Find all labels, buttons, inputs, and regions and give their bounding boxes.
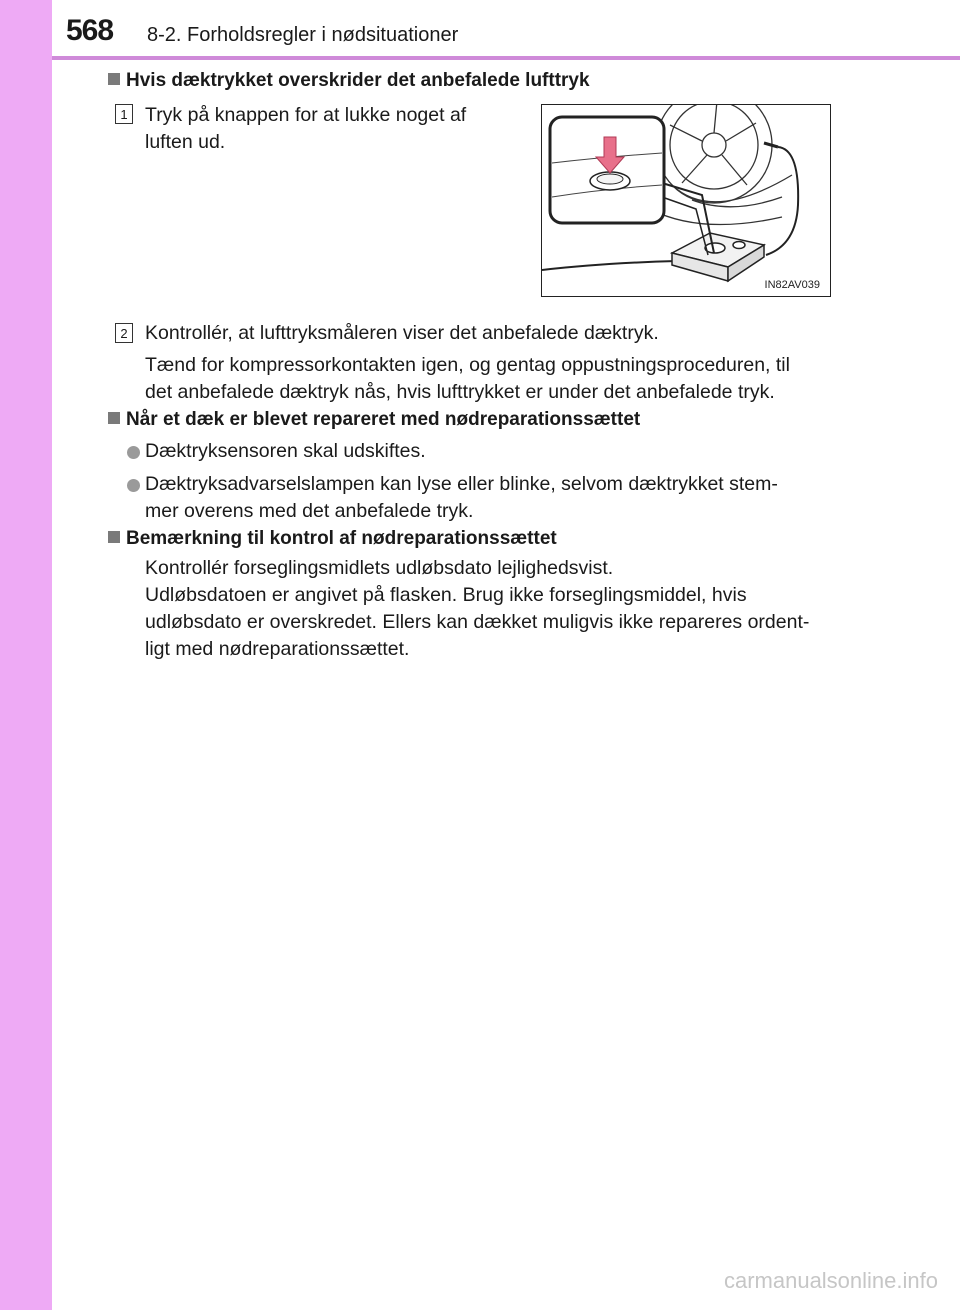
round-bullet-icon [127, 446, 140, 459]
section-heading-repaired: Når et dæk er blevet repareret med nødreparationssættet [108, 409, 640, 431]
square-bullet-icon [108, 73, 120, 85]
tire-compressor-drawing [542, 105, 830, 296]
step-number-2: 2 [115, 323, 133, 343]
remark-line2: Udløbsdatoen er angivet på flasken. Brug ikke forseglingsmiddel, hvis [145, 584, 747, 606]
chapter-title: 8-2. Forholdsregler i nødsituationer [147, 24, 459, 46]
remark-line3: udløbsdato er overskredet. Ellers kan dækket muligvis ikke repareres ordent- [145, 611, 810, 633]
step2-note-line1: Tænd for kompressorkontakten igen, og gentag oppustningsproceduren, til [145, 354, 790, 376]
step1-line1: Tryk på knappen for at lukke noget af [145, 104, 467, 126]
section-heading-remark: Bemærkning til kontrol af nødreparationssættet [108, 528, 557, 550]
step1-line2: luften ud. [145, 131, 226, 153]
header-rule [52, 56, 960, 60]
chapter-side-tab [0, 0, 52, 1310]
round-bullet-icon [127, 479, 140, 492]
remark-line4: ligt med nødreparationssættet. [145, 638, 410, 660]
remark-line1: Kontrollér forseglingsmidlets udløbsdato lejlighedsvist. [145, 557, 614, 579]
step2-note-line2: det anbefalede dæktryk nås, hvis lufttrykket er under det anbefalede tryk. [145, 381, 775, 403]
page-number: 568 [66, 14, 114, 47]
bullet2-line2: mer overens med det anbefalede tryk. [145, 500, 474, 522]
square-bullet-icon [108, 412, 120, 424]
section-heading-high-pressure: Hvis dæktrykket overskrider det anbefalede lufttryk [108, 70, 590, 92]
square-bullet-icon [108, 531, 120, 543]
compressor-illustration [541, 104, 831, 297]
bullet2-line1: Dæktryksadvarselslampen kan lyse eller blinke, selvom dæktrykket stem- [145, 473, 778, 495]
step-number-1: 1 [115, 104, 133, 124]
bullet1-text: Dæktryksensoren skal udskiftes. [145, 440, 426, 462]
watermark: carmanualsonline.info [723, 1268, 938, 1293]
figure-id: IN82AV039 [764, 279, 820, 291]
step2-text: Kontrollér, at lufttryksmåleren viser det anbefalede dæktryk. [145, 322, 659, 344]
